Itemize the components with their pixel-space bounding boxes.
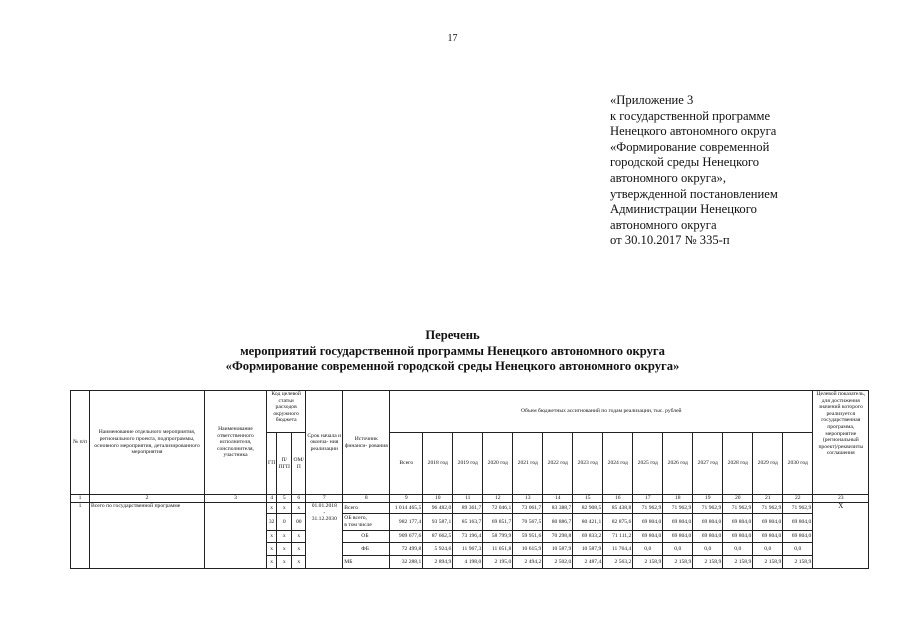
code-pp: х [277,503,292,514]
header-year: 2018 год [423,433,453,495]
appendix-line: «Приложение 3 [610,93,694,107]
row-executor [205,503,267,569]
header-year: 2023 год [573,433,603,495]
column-number: 8 [343,495,390,503]
period-separator: - [323,509,326,516]
title-line-1: Перечень [425,328,480,342]
value-cell: 69 804,0 [723,514,753,531]
value-cell: 4 198,0 [453,556,483,569]
column-number: 20 [723,495,753,503]
column-number: 9 [390,495,423,503]
value-cell: 0,0 [783,543,813,556]
code-gp: 32 [267,514,277,531]
header-year: 2019 год [453,433,483,495]
value-cell: 11 051,8 [483,543,513,556]
header-year: 2030 год [783,433,813,495]
row-num: 1 [71,503,90,569]
value-cell: 93 587,1 [423,514,453,531]
code-gp: х [267,531,277,543]
code-gp: х [267,543,277,556]
document-title [0,328,905,375]
column-number: 1 [71,495,90,503]
header-num: № п/п [71,391,90,495]
value-cell: 69 804,0 [693,531,723,543]
value-cell: 69 804,0 [663,514,693,531]
header-year: 2022 год [543,433,573,495]
source-cell: Всего [343,503,390,514]
header-period: Срок начала и оконча- ния реализации [306,391,343,495]
source-cell [343,514,390,531]
header-year: 2028 год [723,433,753,495]
appendix-line: автономного округа [610,217,717,232]
value-cell: 11 764,4 [603,543,633,556]
value-cell: 909 677,6 [390,531,423,543]
value-cell: 0,0 [663,543,693,556]
header-year: 2027 год [693,433,723,495]
value-cell: 10 587,9 [543,543,573,556]
code-gp: х [267,503,277,514]
value-cell: 71 111,2 [603,531,633,543]
header-year: 2021 год [513,433,543,495]
appendix-line: автономного округа», [610,170,726,185]
code-pp: х [277,543,292,556]
value-cell: 2 158,9 [723,556,753,569]
value-cell: 87 662,5 [423,531,453,543]
value-cell: 89 361,7 [453,503,483,514]
header-code-omp: ОМ/ П [292,433,306,495]
value-cell: 82 908,5 [573,503,603,514]
value-cell: 71 962,9 [693,503,723,514]
value-cell: 73 196,4 [453,531,483,543]
row-name: Всего по государственной программе [90,503,205,569]
column-number: 4 [267,495,277,503]
table-row [71,503,869,514]
value-cell: 2 158,9 [663,556,693,569]
header-name: Наименование отдельного мероприятия, регионального проекта, подпрограммы, основного мероприятия, детализированного мероприятия [90,391,205,495]
value-cell: 5 924,6 [423,543,453,556]
column-number: 22 [783,495,813,503]
source-cell: ФБ [343,543,390,556]
value-cell: 80 421,1 [573,514,603,531]
appendix-line: к государственной программе [610,108,771,123]
column-number: 6 [292,495,306,503]
column-number: 10 [423,495,453,503]
appendix-line: Администрации Ненецкого [610,202,757,217]
header-total: Всего [390,433,423,495]
value-cell: 2 158,9 [783,556,813,569]
value-cell: 59 951,6 [513,531,543,543]
source-cell: ОБ [343,531,390,543]
value-cell: 71 962,9 [633,503,663,514]
header-source: Источник финанси- рования [343,391,390,495]
column-number: 21 [753,495,783,503]
code-om: х [292,556,306,569]
value-cell: 72 499,8 [390,543,423,556]
column-number: 5 [277,495,292,503]
header-executor: Наименование ответственного исполнителя, соисполнителя, участника [205,391,267,495]
code-pp: х [277,556,292,569]
header-year: 2025 год [633,433,663,495]
source-sublabel: в том числе [344,522,372,528]
code-om: х [292,531,306,543]
header-year: 2029 год [753,433,783,495]
value-cell: 82 875,6 [603,514,633,531]
value-cell: 982 177,4 [390,514,423,531]
code-om: 00 [292,514,306,531]
value-cell: 71 962,9 [783,503,813,514]
value-cell: 71 962,9 [663,503,693,514]
period-start: 01.01.2018 [311,503,337,509]
title-line-3: «Формирование современной городской среды Ненецкого автономного округа» [225,359,680,373]
column-number: 18 [663,495,693,503]
value-cell: 0,0 [723,543,753,556]
column-number: 19 [693,495,723,503]
source-cell: МБ [343,556,390,569]
value-cell: 2 158,9 [693,556,723,569]
value-cell: 70 298,8 [543,531,573,543]
appendix-line: Ненецкого автономного округа [610,124,777,139]
value-cell: 0,0 [753,543,783,556]
measures-table [70,390,869,569]
value-cell: 69 804,0 [663,531,693,543]
value-cell: 2 894,9 [423,556,453,569]
code-pp: х [277,531,292,543]
value-cell: 1 014 465,5 [390,503,423,514]
column-number: 3 [205,495,267,503]
header-target: Целевой показатель, для достижения значений которого реализуется государственная программа, мероприятие (региональный проект)/реквизиты соглашения [813,391,869,495]
header-code-ppgp: П/ ПГП [277,433,292,495]
value-cell: 2 158,9 [633,556,663,569]
value-cell: 10 615,9 [513,543,543,556]
value-cell: 2 563,2 [603,556,633,569]
value-cell: 83 388,7 [543,503,573,514]
value-cell: 69 851,7 [483,514,513,531]
value-cell: 69 804,0 [633,531,663,543]
value-cell: 69 804,0 [753,514,783,531]
column-number: 2 [90,495,205,503]
code-om: х [292,543,306,556]
column-number: 11 [453,495,483,503]
column-number: 16 [603,495,633,503]
value-cell: 69 804,0 [723,531,753,543]
value-cell: 85 163,7 [453,514,483,531]
header-volume: Объем бюджетных ассигнований по годам реализации, тыс. рублей [390,391,813,433]
value-cell: 2 195,0 [483,556,513,569]
value-cell: 0,0 [693,543,723,556]
value-cell: 10 587,9 [573,543,603,556]
value-cell: 2 487,4 [573,556,603,569]
column-number: 7 [306,495,343,503]
value-cell: 69 833,2 [573,531,603,543]
column-number: 17 [633,495,663,503]
column-number: 13 [513,495,543,503]
row-period [306,503,343,569]
value-cell: 69 804,0 [753,531,783,543]
value-cell: 69 804,0 [633,514,663,531]
value-cell: 72 046,1 [483,503,513,514]
value-cell: 85 438,8 [603,503,633,514]
column-number: 12 [483,495,513,503]
value-cell: 58 799,9 [483,531,513,543]
value-cell: 0,0 [633,543,663,556]
appendix-line: «Формирование современной [610,139,770,154]
value-cell: 73 061,7 [513,503,543,514]
value-cell: 69 804,0 [783,514,813,531]
value-cell: 11 967,3 [453,543,483,556]
value-cell: 2 494,2 [513,556,543,569]
column-number: 15 [573,495,603,503]
value-cell: 2 502,0 [543,556,573,569]
header-year: 2026 год [663,433,693,495]
value-cell: 70 567,5 [513,514,543,531]
appendix-line: утвержденной постановлением [610,186,778,201]
title-line-2: мероприятий государственной программы Ненецкого автономного округа [240,343,665,358]
row-target: Х [813,503,869,569]
appendix-line: городской среды Ненецкого [610,155,760,170]
column-number-row [71,495,869,503]
value-cell: 32 288,1 [390,556,423,569]
column-number: 14 [543,495,573,503]
page-number: 17 [447,33,458,44]
appendix-block [610,93,890,249]
value-cell: 2 158,9 [753,556,783,569]
header-budget-code: Код целевой статьи расходов окружного бюджета [267,391,306,433]
code-gp: х [267,556,277,569]
source-label: ОБ всего, [344,515,367,522]
value-cell: 69 804,0 [693,514,723,531]
code-pp: 0 [277,514,292,531]
value-cell: 96 482,0 [423,503,453,514]
value-cell: 71 962,9 [723,503,753,514]
value-cell: 71 962,9 [753,503,783,514]
code-om: х [292,503,306,514]
header-code-gp: ГП [267,433,277,495]
column-number: 23 [813,495,869,503]
appendix-line: от 30.10.2017 № 335-п [610,233,730,248]
value-cell: 80 886,7 [543,514,573,531]
value-cell: 69 804,0 [783,531,813,543]
period-end: 31.12.2030 [311,516,337,523]
header-year: 2024 год [603,433,633,495]
header-year: 2020 год [483,433,513,495]
